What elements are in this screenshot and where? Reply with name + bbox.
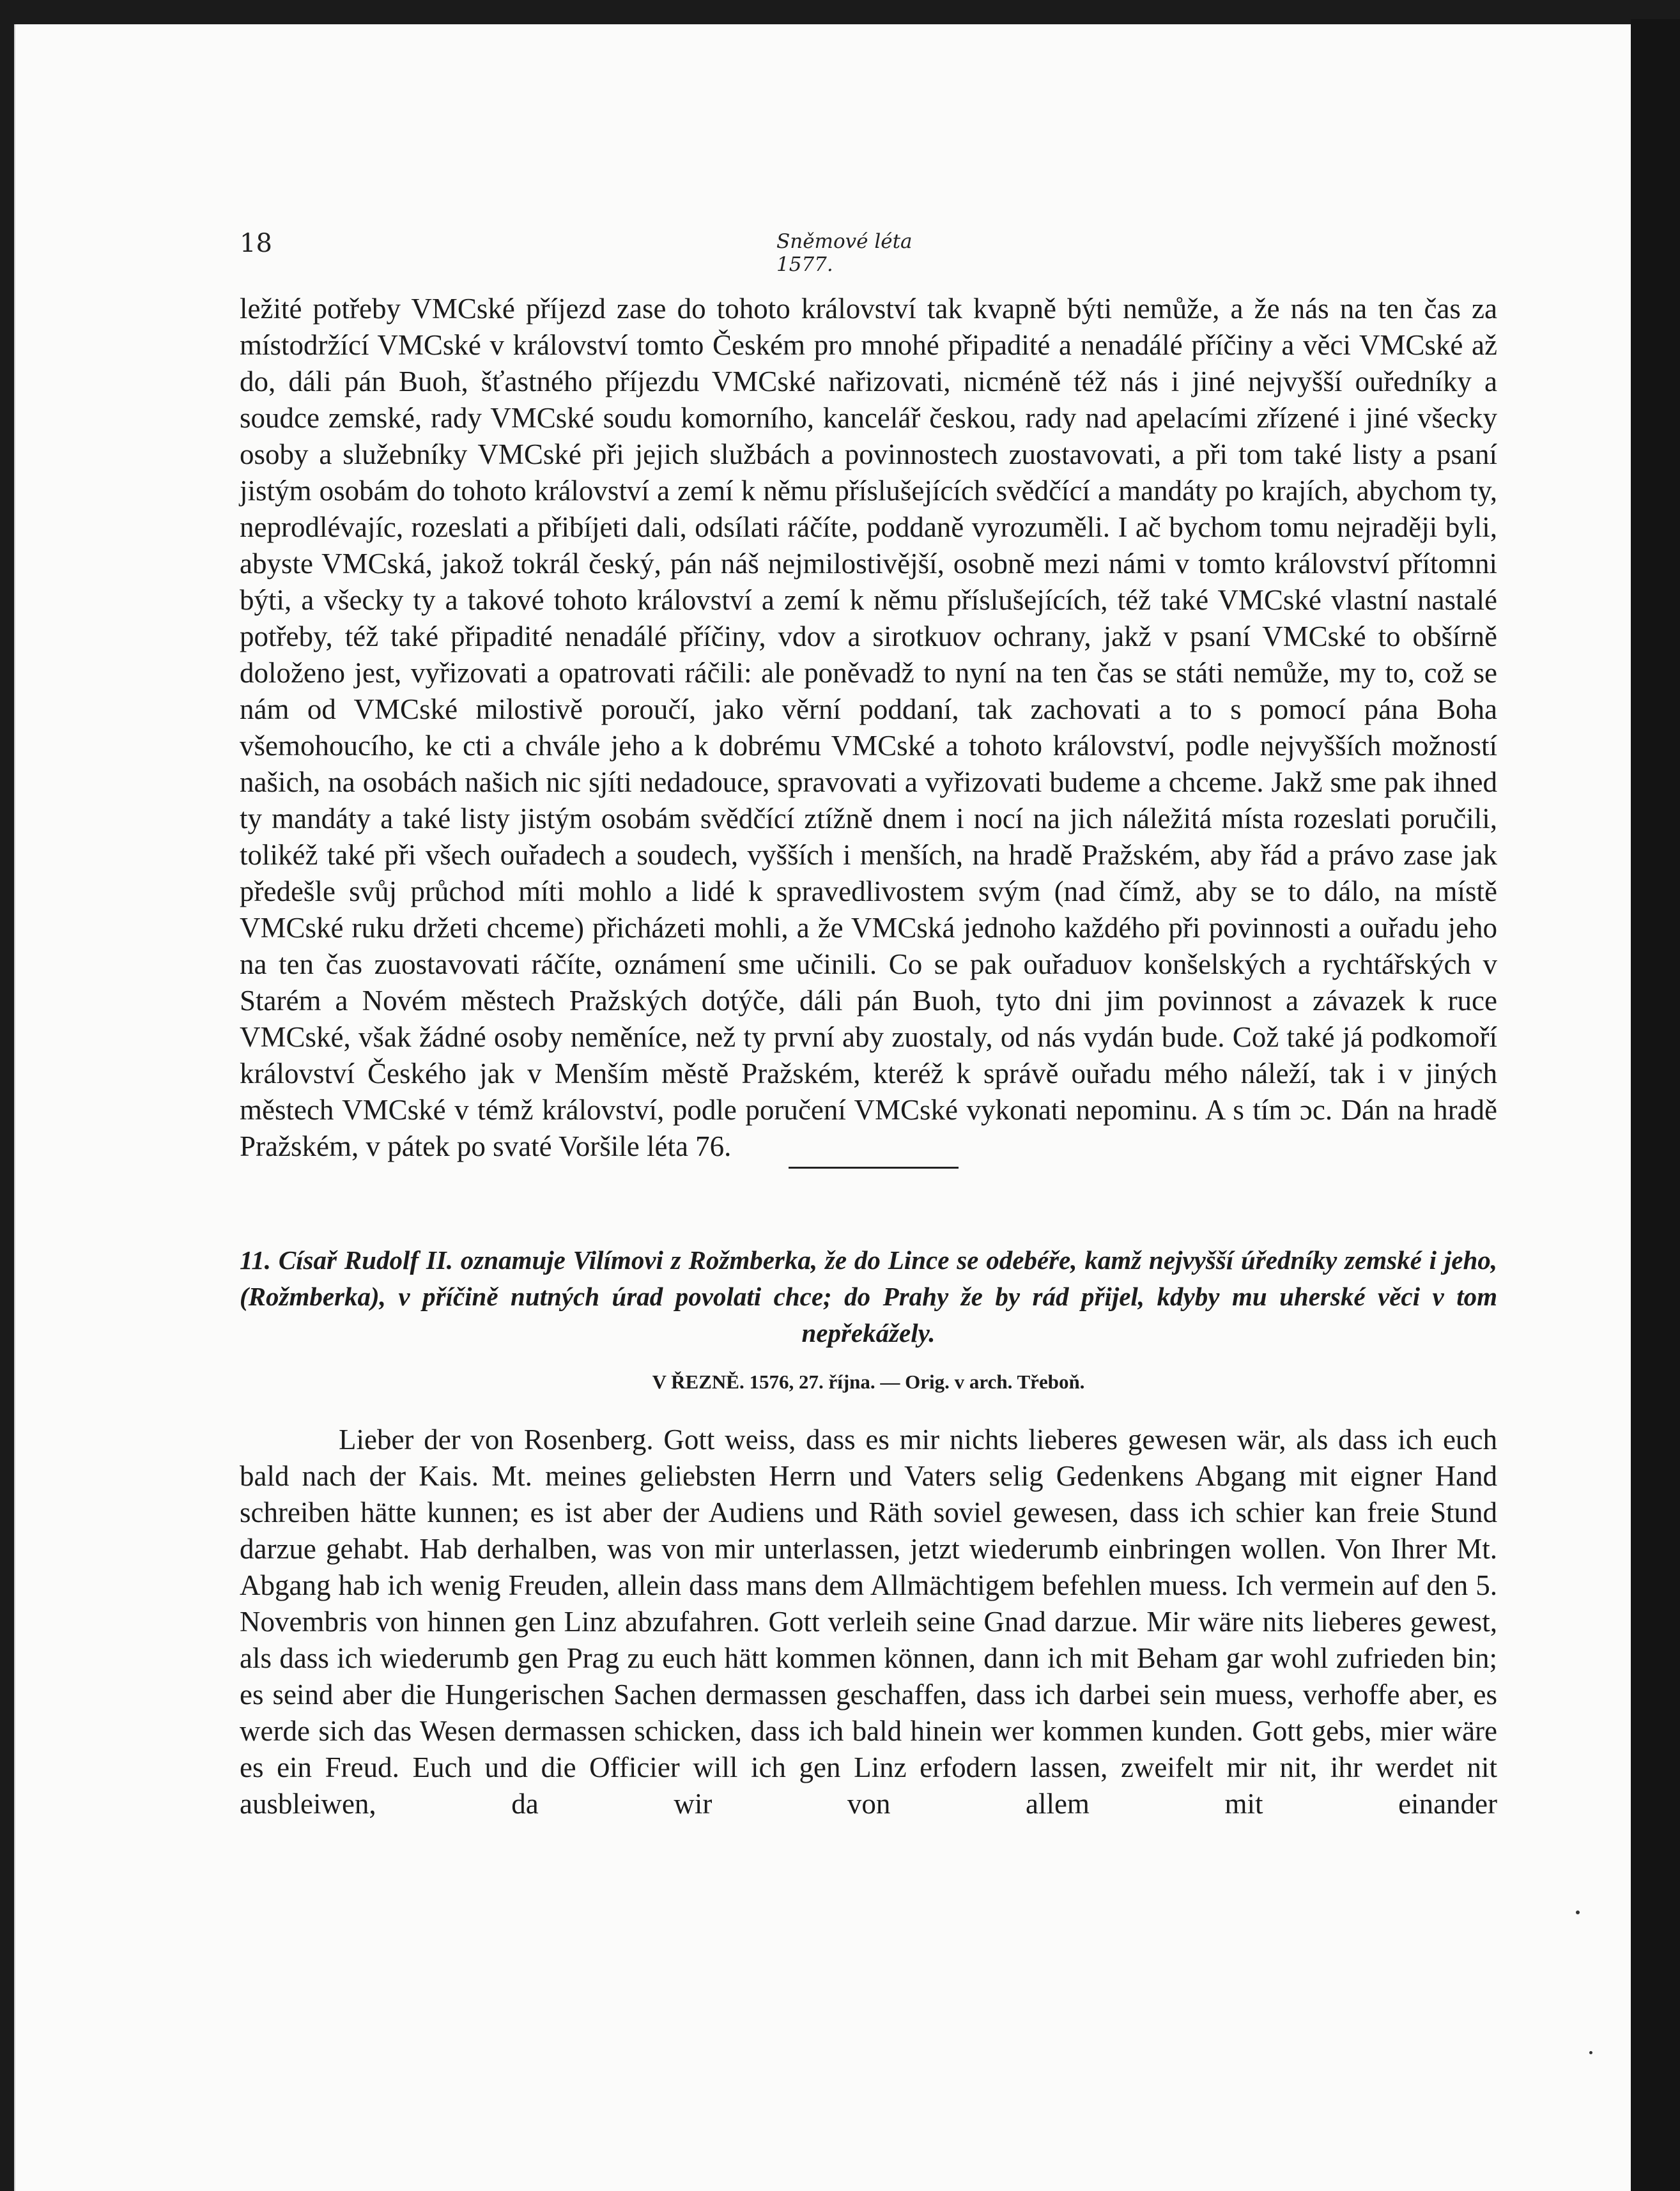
letter-paragraph: Lieber der von Rosenberg. Gott weiss, dass es mir nichts lieberes gewesen wär, als dass ich euch bald nach der Kais. Mt. meines geliebsten Herrn und Vaters selig Gedenkens Abgang mit eigner Hand schreiben hätte kunnen; es ist aber der Audiens und Räth soviel gewesen, dass ich schier kan freie Stund darzue gehabt. Hab derhalben, was von mir unterlassen, jetzt wiederumb einbringen wollen. Von Ihrer Mt. Abgang hab ich wenig Freuden, allein dass mans dem Allmächtigem befehlen muess. Ich vermein auf den 5. Novembris von hinnen gen Linz abzufahren. Gott verleih seine Gnad darzue. Mir wäre nits lieberes gewest, als dass ich wiederumb gen Prag zu euch hätt kommen können, dann ich mit Beham gar wohl zufrieden bin; es seind aber die Hungerischen Sachen dermassen geschaffen, dass ich darbei sein muess, verhoffe aber, es werde sich das Wesen dermassen schicken, dass ich bald hinein wer kommen kunden. Gott gebs, mier wäre es ein Freud. Euch und die Officier will ich gen Linz erfodern lassen, zweifelt mir nit, ihr werdet nit ausbleiwen, da wir von allem mit einander xyxy=(240,1424,1497,1820)
document-heading: 11. Císař Rudolf II. oznamuje Vilímovi z Rožmberka, že do Lince se odebéře, kamž nejvyšší úředníky zemské i jeho, (Rožmberka), v příčině nutných úrad povolati chce; do Prahy že by rád přijel, kdyby mu uherské věci v tom nepřekážely. xyxy=(240,1245,1497,1348)
document-dateline: V ŘEZNĚ. 1576, 27. října. — Orig. v arch. Třeboň. xyxy=(652,1371,1085,1393)
scan-speck xyxy=(1576,1910,1580,1914)
section-divider xyxy=(789,1167,959,1169)
letter-text-block xyxy=(240,1422,1497,1822)
continued-paragraph: ležité potřeby VMCské příjezd zase do tohoto království tak kvapně býti nemůže, a že nás na ten čas za místodržící VMCské v království tomto Českém pro mnohé připadité a nenadálé příčiny a věci VMCské až do, dáli pán Buoh, šťastného příjezdu VMCské nařizovati, nicméně též nás i jiné nejvyšší ouředníky a soudce zemské, rady VMCské soudu komorního, kancelář českou, rady nad apelacími zřízené i jiné všecky osoby a služebníky VMCské při jejich službách a povinnostech zuostavovati, a při tom také listy a psaní jistým osobám do tohoto království a zemí k němu příslušejících svědčící a mandáty po krajích, abychom ty, neprodlévajíc, rozeslati a přibíjeti dali, odsílati ráčíte, poddaně vyrozuměli. I ač bychom tomu nejraději byli, abyste VMCská, jakož tokrál český, pán náš nejmilostivější, osobně mezi námi v tomto království přítomni býti, a všecky ty a takové tohoto království a zemí k němu příslušejících, též také VMCské vlastní nastalé potřeby, též také připadité nenadálé příčiny, vdov a sirotkuov ochrany, jakž v psaní VMCské to obšírně doloženo jest, vyřizovati a opatrovati ráčili: ale poněvadž to nyní na ten čas se státi nemůže, my to, což se nám od VMCské milostivě poroučí, jako věrní poddaní, tak zachovati a to s pomocí pána Boha všemohoucího, ke cti a chvále jeho a k dobrému VMCské a tohoto království, podle nejvyšších možností našich, na osobách našich nic sjíti nedadouce, spravovati a vyřizovati budeme a chceme. Jakž sme pak ihned ty mandáty a také listy jistým osobám svědčící ztížně dnem i nocí na jich náležitá místa rozeslati poručili, tolikéž také při všech ouřadech a soudech, vyšších i menších, na hradě Pražském, aby řád a právo zase jak předešle svůj průchod míti mohlo a lidé k spravedlivostem svým (nad čímž, aby se to dálo, na místě VMCské ruku držeti chceme) přicházeti mohli, a že VMCská jednoho každého při povinnosti a ouřadu jeho na ten čas zuostavovati ráčíte, oznámení sme učinili. Co se pak ouřaduov konšelských a rychtářských v Starém a Novém městech Pražských dotýče, dáli pán Buoh, tyto dni jim povinnost a závazek k ruce VMCské, však žádné osoby neměníce, než ty první aby zuostaly, od nás vydán bude. Což také já podkomoří království Českého jak v Menším městě Pražském, kteréž k správě ouřadu mého náleží, tak i v jiných městech VMCské v témž království, podle poručení VMCské vykonati nepominu. A s tím ɔc. Dán na hradě Pražském, v pátek po svaté Voršile léta 76. xyxy=(240,293,1497,1162)
continued-text-block xyxy=(240,291,1497,1165)
running-head: Sněmové léta 1577. xyxy=(776,230,913,276)
page-header xyxy=(240,224,969,276)
scan-edge xyxy=(1631,19,1680,2191)
page-number: 18 xyxy=(240,229,272,258)
scan-speck xyxy=(1589,2051,1592,2054)
